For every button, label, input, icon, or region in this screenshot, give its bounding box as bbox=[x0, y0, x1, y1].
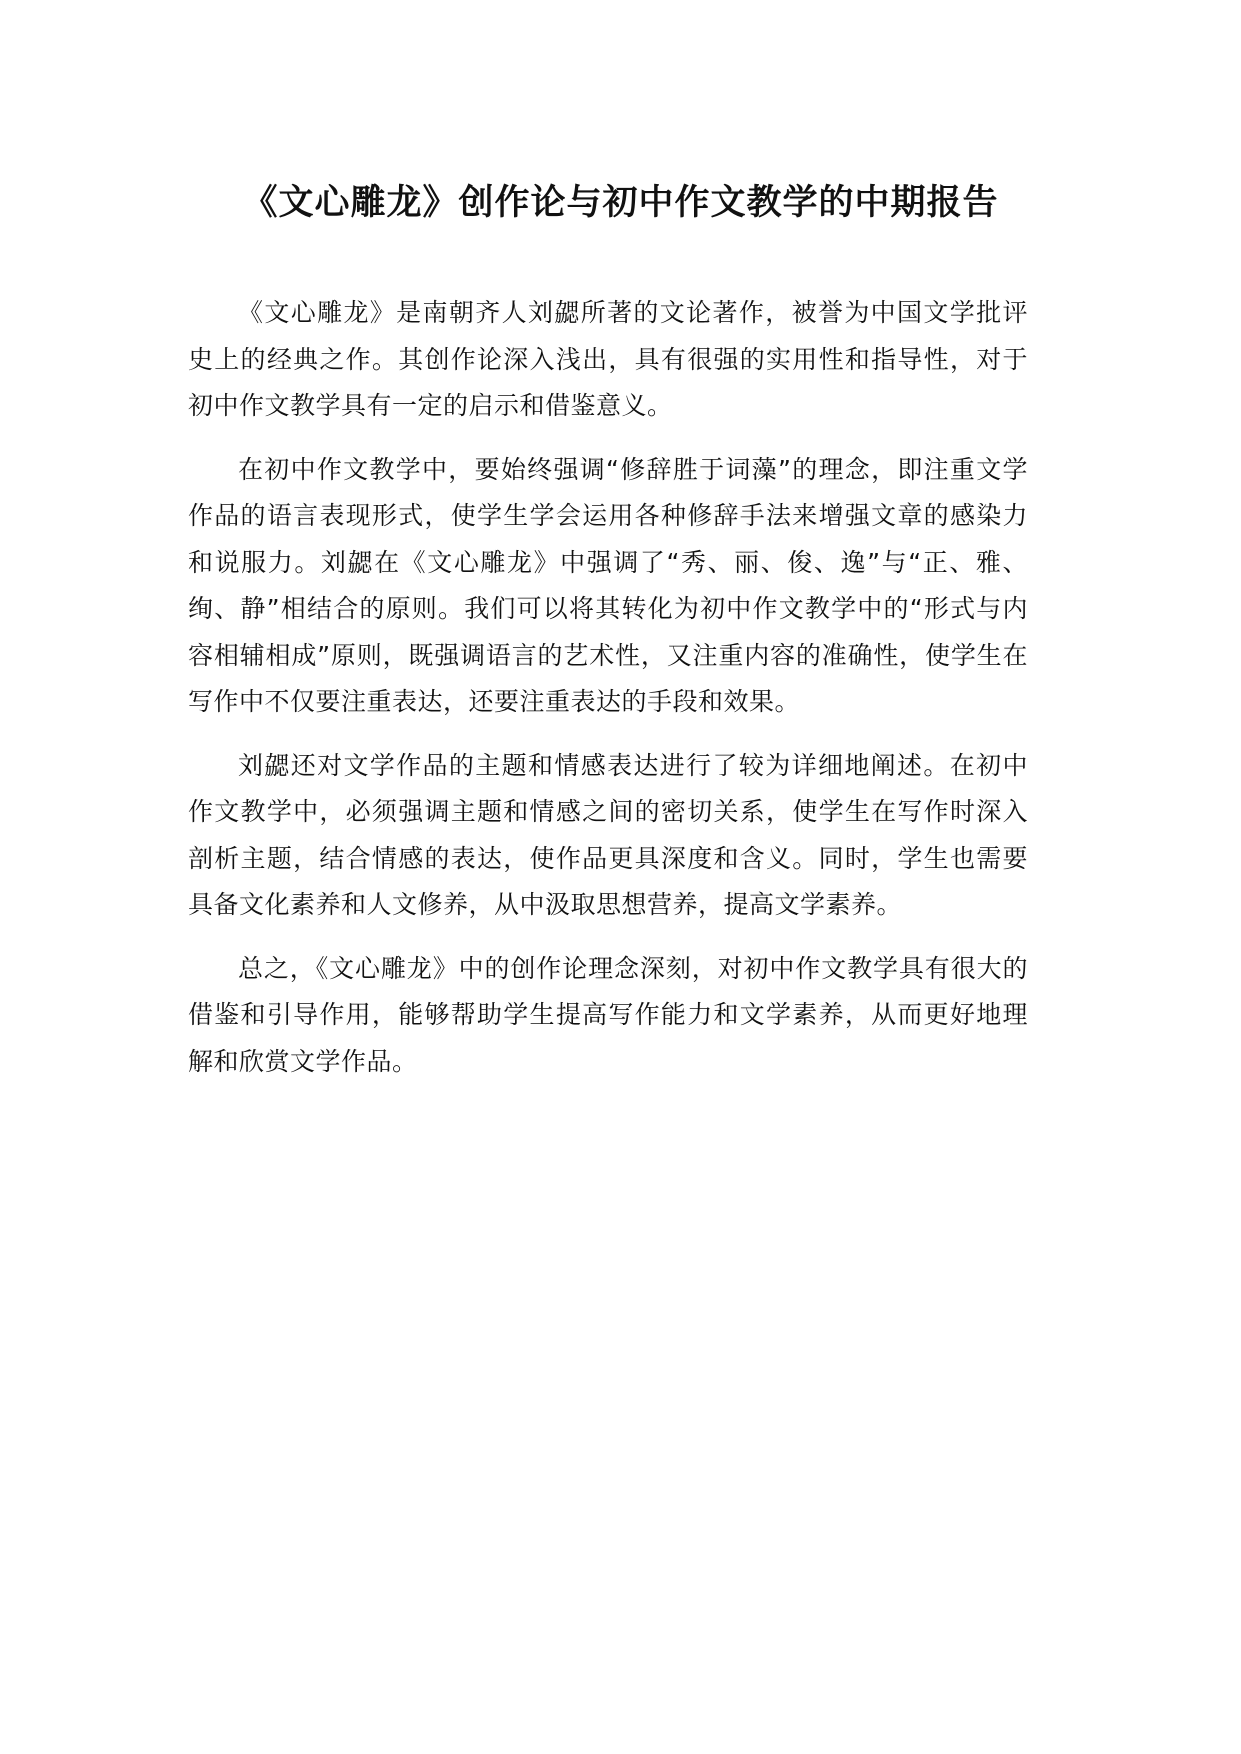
paragraph-rhetoric: 在初中作文教学中，要始终强调“修辞胜于词藻”的理念，即注重文学作品的语言表现形式，使学生学会运用各种修辞手法来增强文章的感染力和说服力。刘勰在《文心雕龙》中强调了“秀、丽、俊、逸”与“正、雅、绚、静”相结合的原则。我们可以将其转化为初中作文教学中的“形式与内容相辅相成”原则，既强调语言的艺术性，又注重内容的准确性，使学生在写作中不仅要注重表达，还要注重表达的手段和效果。 bbox=[188, 454, 1028, 716]
document-title: 《文心雕龙》创作论与初中作文教学的中期报告 bbox=[242, 183, 999, 223]
paragraph-intro: 《文心雕龙》是南朝齐人刘勰所著的文论著作，被誉为中国文学批评史上的经典之作。其创作论深入浅出，具有很强的实用性和指导性，对于初中作文教学具有一定的启示和借鉴意义。 bbox=[188, 298, 1028, 420]
paragraph-theme-emotion: 刘勰还对文学作品的主题和情感表达进行了较为详细地阐述。在初中作文教学中，必须强调主题和情感之间的密切关系，使学生在写作时深入剖析主题，结合情感的表达，使作品更具深度和含义。同时，学生也需要具备文化素养和人文修养，从中汲取思想营养，提高文学素养。 bbox=[188, 750, 1028, 919]
document-body bbox=[188, 290, 1028, 1102]
paragraph-conclusion: 总之，《文心雕龙》中的创作论理念深刻，对初中作文教学具有很大的借鉴和引导作用，能够帮助学生提高写作能力和文学素养，从而更好地理解和欣赏文学作品。 bbox=[188, 953, 1028, 1076]
